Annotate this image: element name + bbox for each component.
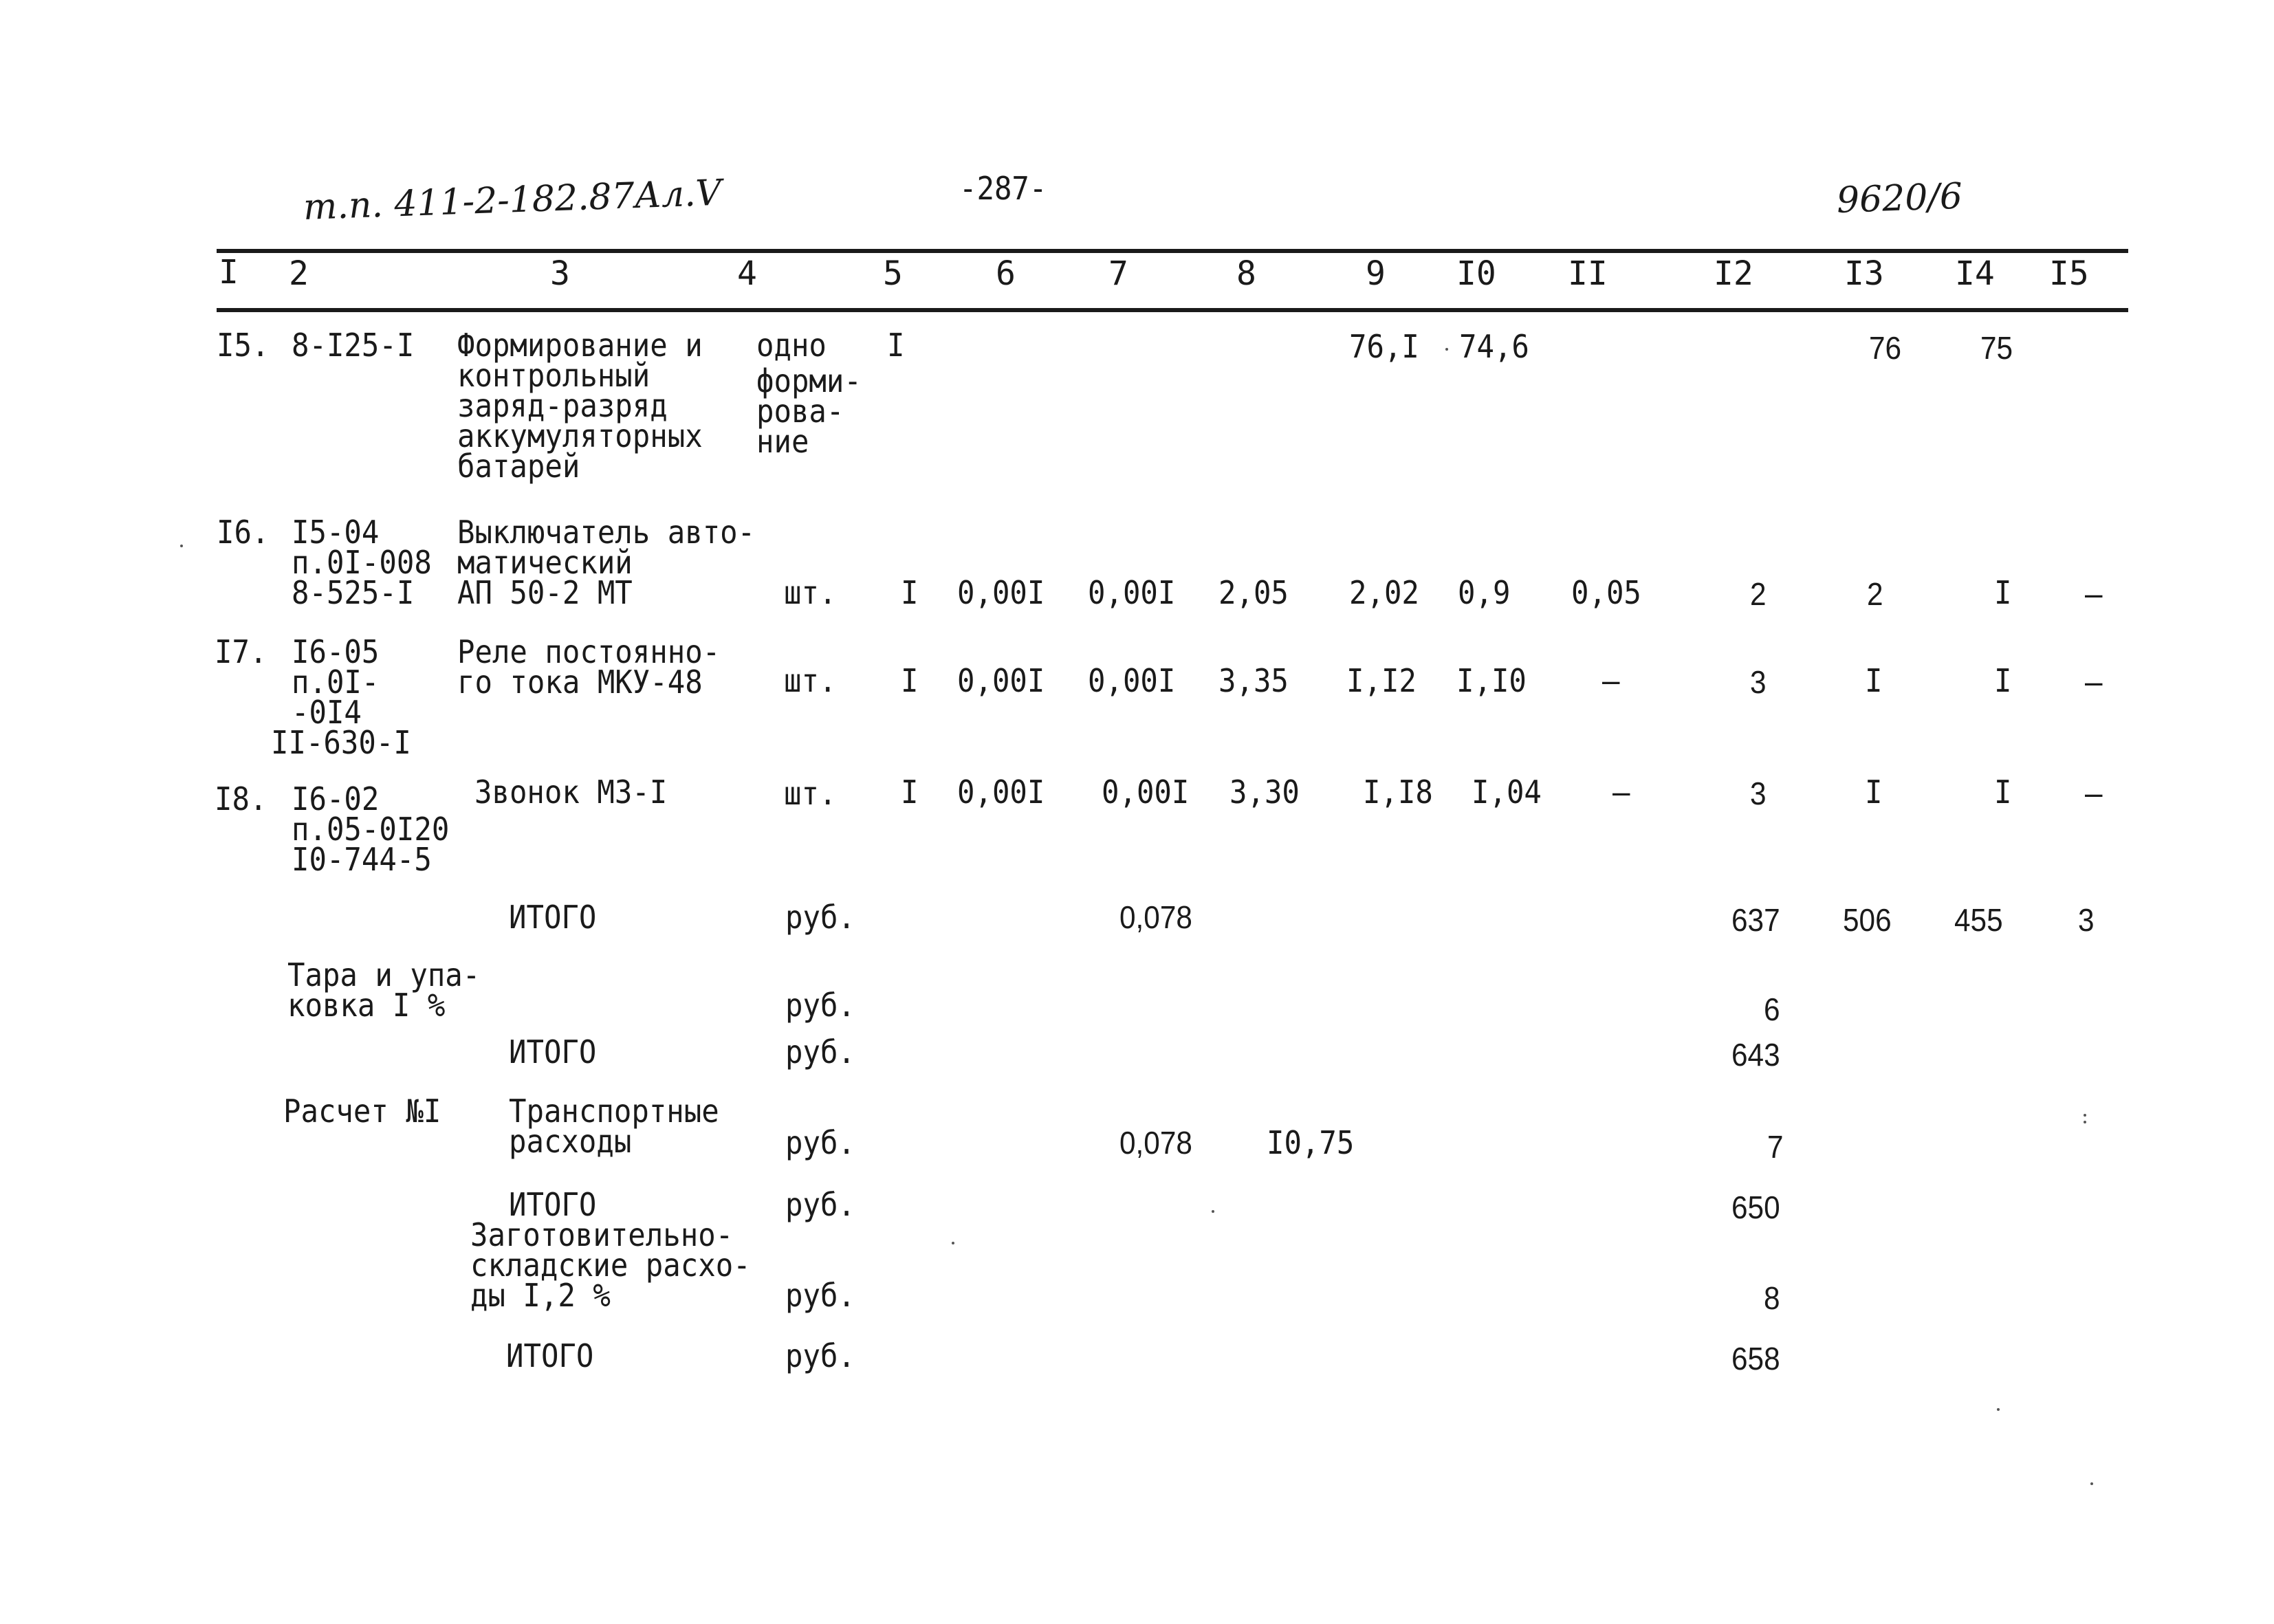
cell-col13: I [1865, 773, 1883, 811]
header-bottom-rule [217, 308, 2128, 312]
summary-unit: руб. [785, 987, 855, 1024]
summary-col15: 3 [2078, 902, 2095, 938]
name-line: заряд-разряд [457, 387, 668, 424]
name-line: матический [457, 544, 633, 581]
code-line: п.0I- [292, 663, 380, 701]
cell-col10: 0,9 [1458, 574, 1511, 611]
label-line: расходы [509, 1123, 632, 1160]
cell-col8: 3,35 [1218, 662, 1289, 699]
code-line: I0-744-5 [292, 841, 432, 878]
code-line: I6-02 [292, 780, 380, 818]
scan-speck [2084, 1114, 2086, 1117]
cell-col12: 2 [1750, 576, 1767, 612]
code-line: II-630-I [271, 724, 411, 761]
summary-col12: 8 [1764, 1280, 1780, 1316]
page-number: -287- [959, 170, 1047, 207]
summary-col7: 0,078 [1119, 899, 1192, 935]
summary-label: ИТОГО [506, 1337, 594, 1374]
scan-speck [2084, 1121, 2086, 1123]
code-line: п.05-0I20 [292, 811, 450, 848]
name-line: го тока МКУ-48 [457, 663, 703, 701]
row-name [457, 327, 724, 485]
label-line: Заготовительно- [470, 1216, 734, 1253]
name-line: Выключатель авто- [457, 514, 756, 551]
row-code [292, 514, 444, 611]
cell-col11: – [1612, 773, 1630, 811]
summary-unit: руб. [785, 1337, 855, 1374]
label-line: ковка I % [287, 987, 446, 1024]
col-header-1: I [219, 253, 239, 292]
name-line: батарей [457, 448, 580, 485]
scan-speck [1997, 1408, 2000, 1411]
cell-col9: I,I2 [1346, 662, 1417, 699]
row-number: I6. [217, 514, 270, 551]
cell-col15: – [2085, 575, 2103, 613]
col-header-15: I5 [2049, 254, 2089, 293]
cell-col11: 0,05 [1571, 574, 1641, 611]
sheet-number: 9620/6 [1836, 175, 1963, 221]
summary-col12: 637 [1731, 902, 1780, 938]
cell-col6: 0,00I [957, 574, 1045, 611]
summary-col12: 643 [1731, 1037, 1780, 1073]
scan-speck [180, 545, 183, 547]
code-line: 8-I25-I [292, 327, 415, 364]
summary-label [470, 1216, 775, 1314]
col-header-2: 2 [289, 254, 309, 293]
summary-label: ИТОГО [509, 1186, 597, 1223]
summary-col12: 7 [1767, 1129, 1784, 1165]
col-header-7: 7 [1108, 254, 1128, 293]
row-code [271, 633, 424, 761]
cell-col9: 76,I [1349, 328, 1419, 365]
cell-col14: I [1994, 662, 2012, 699]
cell-col15: – [2085, 775, 2103, 812]
cell-col13: 2 [1867, 576, 1883, 612]
col-header-10: I0 [1456, 254, 1496, 293]
cell-col10: 74,6 [1459, 328, 1529, 365]
summary-col7: 0,078 [1119, 1125, 1192, 1161]
label-line: Транспортные [509, 1093, 719, 1130]
cell-col6: 0,00I [957, 662, 1045, 699]
summary-unit: руб. [785, 899, 855, 936]
label-line: Тара и упа- [287, 956, 481, 994]
name-line: аккумуляторных [457, 417, 703, 454]
row-code [292, 780, 463, 878]
col-header-12: I2 [1714, 254, 1753, 293]
cell-col7: 0,00I [1102, 773, 1190, 811]
row-name [457, 514, 781, 611]
summary-col12: 650 [1731, 1189, 1780, 1225]
summary-unit: руб. [785, 1186, 855, 1223]
cell-col11: – [1602, 662, 1620, 699]
col-header-11: II [1568, 254, 1608, 293]
unit-line: ние [756, 423, 809, 460]
code-line: I5-04 [292, 514, 380, 551]
row-unit: шт. [784, 574, 837, 611]
cell-col5: I [901, 574, 919, 611]
cell-col7: 0,00I [1088, 662, 1176, 699]
row-name: Звонок МЗ-I [474, 773, 668, 811]
row-unit [756, 327, 871, 460]
code-line: п.0I-008 [292, 544, 432, 581]
cell-col14: 75 [1980, 330, 2013, 366]
row-number: I5. [217, 327, 270, 364]
cell-col6: 0,00I [957, 773, 1045, 811]
scan-speck [1445, 348, 1448, 351]
unit-line: одно [756, 327, 827, 364]
cell-col9: 2,02 [1349, 574, 1419, 611]
summary-col12: 658 [1731, 1341, 1780, 1376]
cell-col5: I [901, 662, 919, 699]
cell-col13: I [1865, 662, 1883, 699]
code-line: 8-525-I [292, 574, 415, 611]
summary-col14: 455 [1954, 902, 2003, 938]
cell-col5: I [901, 773, 919, 811]
col-header-4: 4 [737, 254, 757, 293]
scan-speck [952, 1242, 954, 1244]
row-number: I7. [215, 633, 267, 670]
cell-col15: – [2085, 663, 2103, 701]
row-code [292, 327, 425, 364]
col-header-6: 6 [996, 254, 1016, 293]
label-line: ды I,2 % [470, 1277, 611, 1314]
cell-col12: 3 [1750, 664, 1767, 700]
row-name [457, 633, 743, 701]
summary-col8: I0,75 [1267, 1124, 1355, 1161]
summary-unit: руб. [785, 1124, 855, 1161]
summary-label [509, 1093, 737, 1160]
scan-speck [1212, 1210, 1214, 1213]
col-header-8: 8 [1236, 254, 1256, 293]
header-top-rule [217, 249, 2128, 253]
cell-col7: 0,00I [1088, 574, 1176, 611]
cell-col14: I [1994, 773, 2012, 811]
col-header-3: 3 [550, 254, 570, 293]
code-line: I6-05 [292, 633, 380, 670]
col-header-5: 5 [883, 254, 903, 293]
name-line: Реле постоянно- [457, 633, 721, 670]
summary-col13: 506 [1843, 902, 1892, 938]
doc-reference: т.п. 411-2-182.87Ал.V [303, 172, 723, 228]
summary-label: ИТОГО [509, 1033, 597, 1071]
calc-reference: Расчет №I [283, 1093, 441, 1130]
cell-col8: 2,05 [1218, 574, 1289, 611]
cell-col10: I,04 [1472, 773, 1542, 811]
col-header-14: I4 [1955, 254, 1995, 293]
name-line: Формирование и [457, 327, 703, 364]
cell-col9: I,I8 [1363, 773, 1433, 811]
col-header-9: 9 [1366, 254, 1386, 293]
cell-col10: I,I0 [1456, 662, 1527, 699]
cell-col14: I [1994, 574, 2012, 611]
cell-col5: I [887, 327, 905, 364]
summary-unit: руб. [785, 1033, 855, 1071]
cell-col13: 76 [1869, 330, 1902, 366]
cell-col12: 3 [1750, 776, 1767, 811]
unit-line: рова- [756, 393, 844, 430]
unit-line: форми- [756, 362, 862, 399]
cell-col8: 3,30 [1229, 773, 1300, 811]
summary-col12: 6 [1764, 991, 1780, 1027]
scan-speck [2090, 1482, 2093, 1485]
summary-label: ИТОГО [509, 899, 597, 936]
row-unit: шт. [784, 775, 837, 812]
row-unit: шт. [784, 662, 837, 699]
label-line: складские расхо- [470, 1247, 751, 1284]
name-line: АП 50-2 МТ [457, 574, 633, 611]
col-header-13: I3 [1844, 254, 1884, 293]
name-line: контрольный [457, 357, 651, 394]
summary-unit: руб. [785, 1277, 855, 1314]
code-line: -0I4 [292, 694, 362, 731]
summary-label [287, 956, 497, 1024]
row-number: I8. [215, 780, 267, 818]
